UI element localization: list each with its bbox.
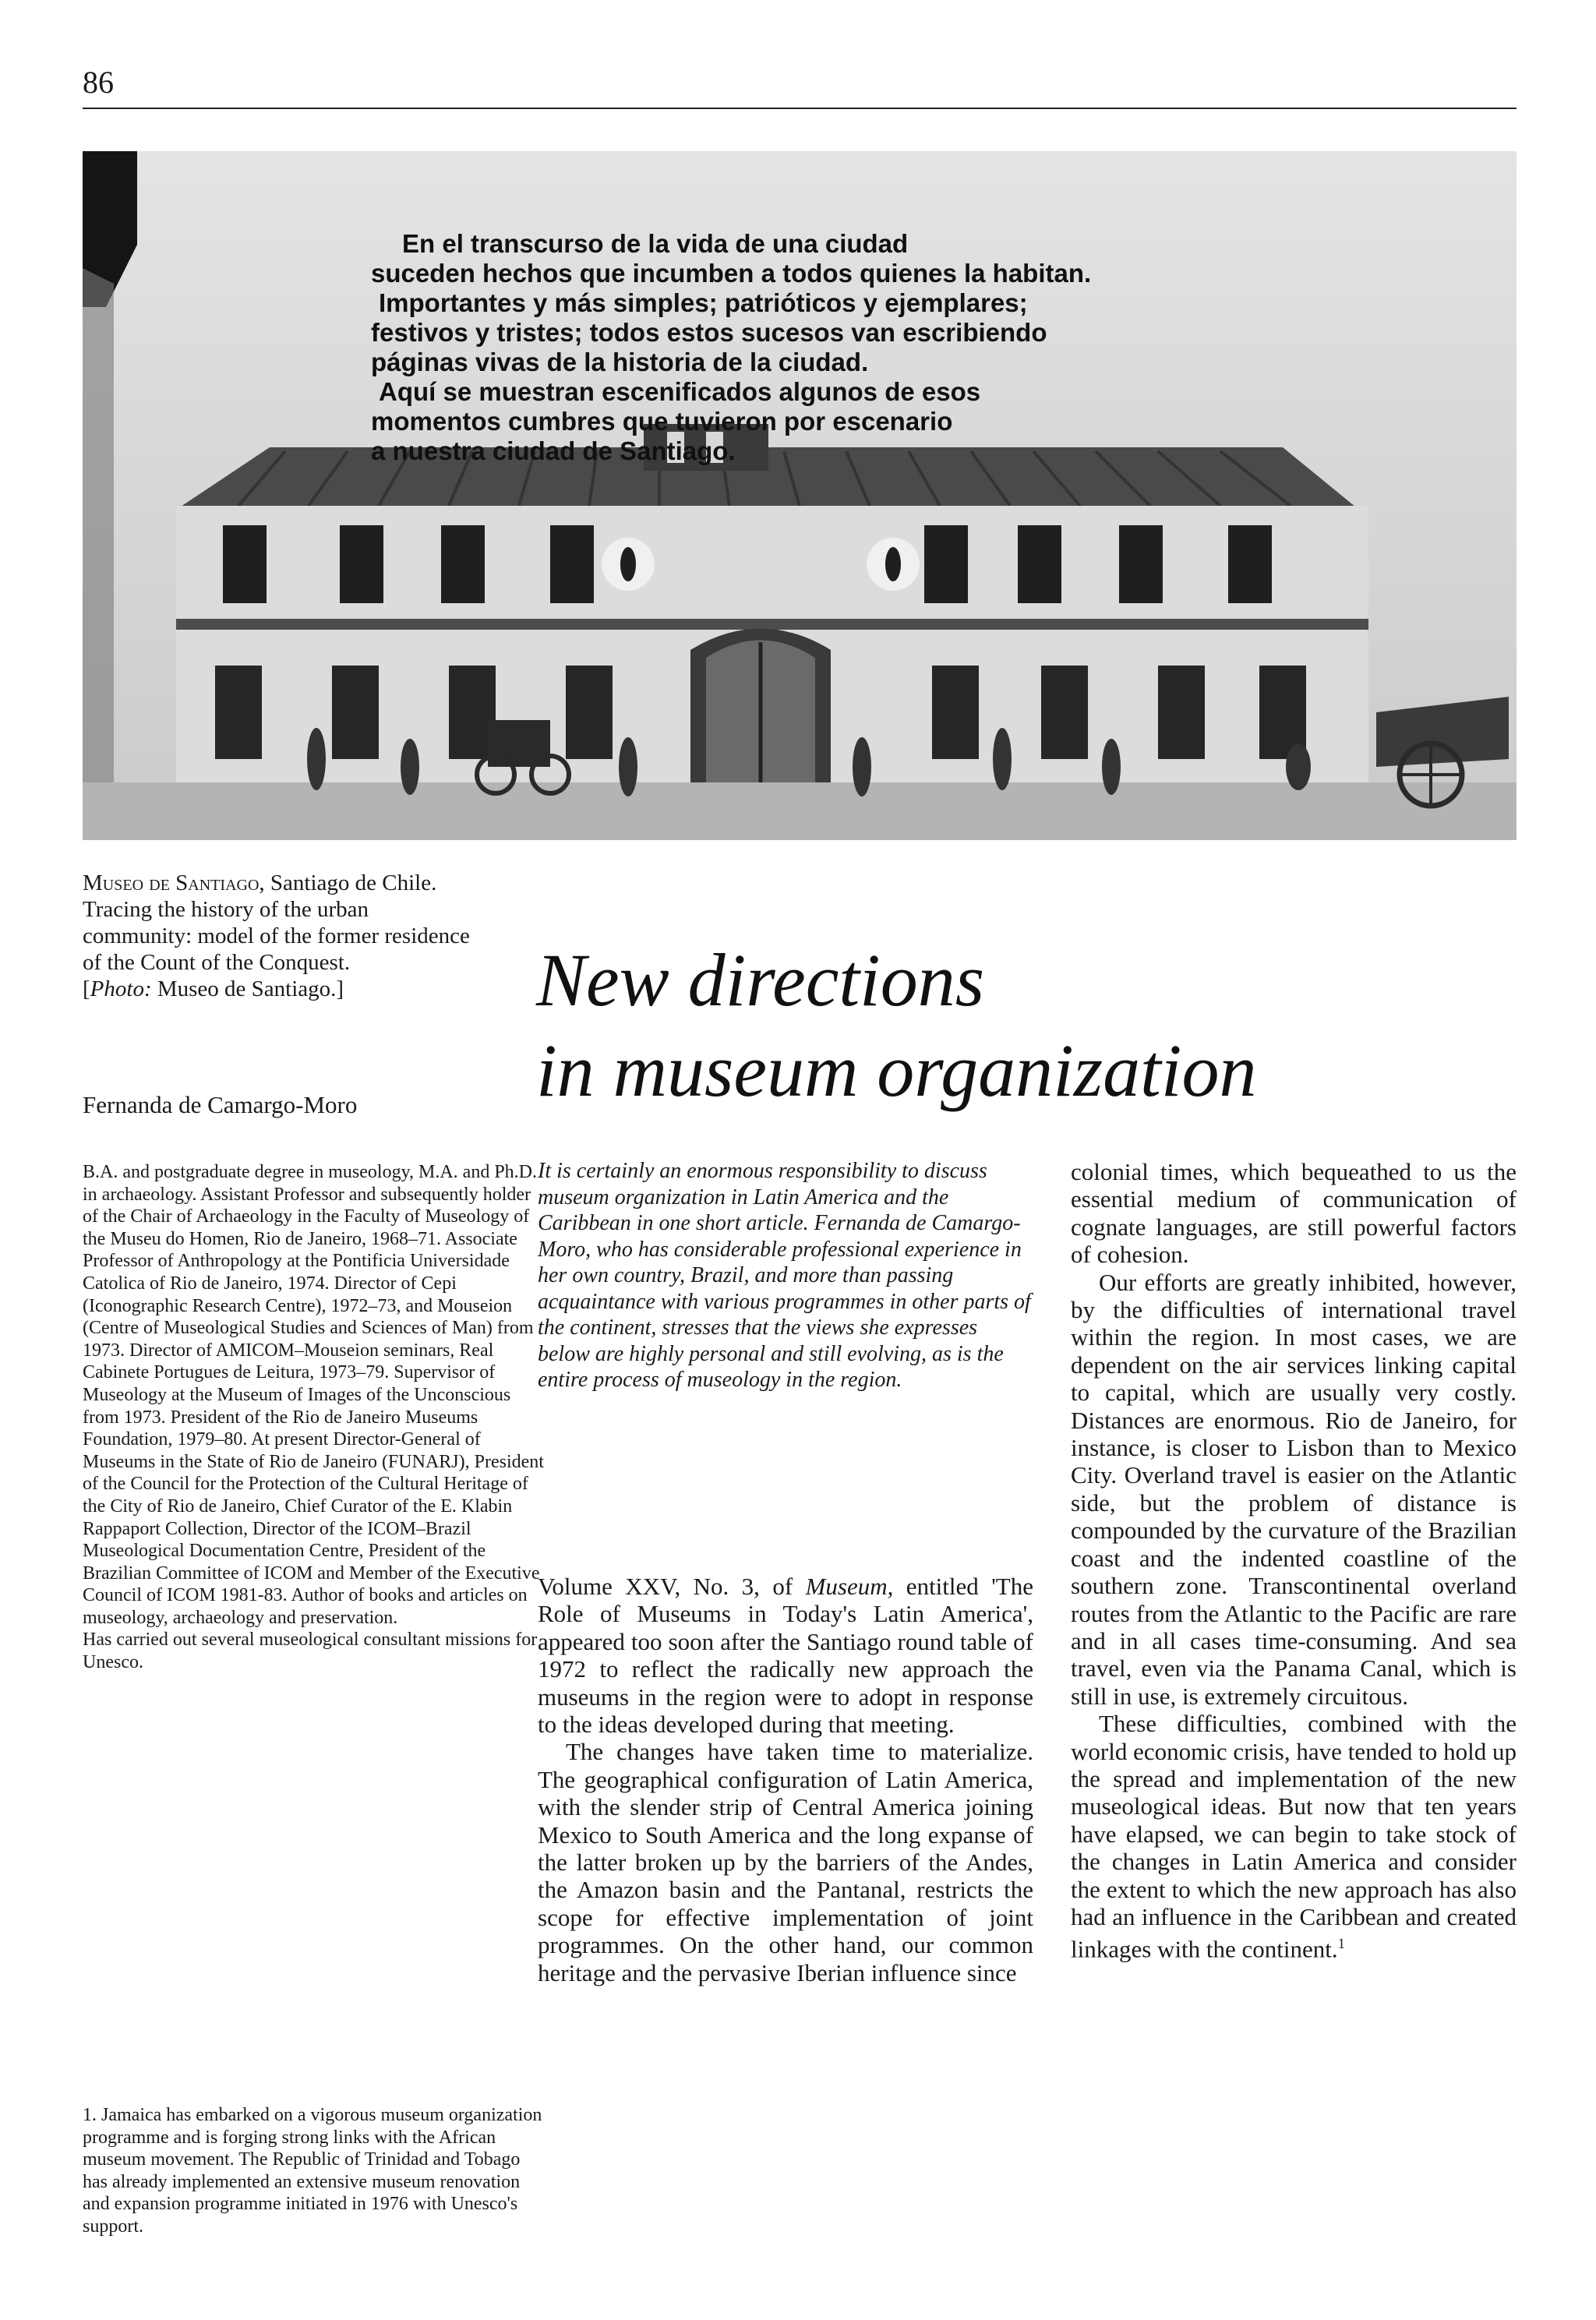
author-name: Fernanda de Camargo-Moro bbox=[83, 1091, 358, 1118]
caption-museum-name: Museo de Santiago, bbox=[83, 870, 265, 895]
photo-text-line: festivos y tristes; todos estos sucesos van escribiendo bbox=[371, 318, 1047, 347]
photo-text-line: momentos cumbres que tuvieron por escenario bbox=[371, 407, 953, 436]
caption-line: Tracing the history of the urban bbox=[83, 897, 369, 922]
photo-text-line: páginas vivas de la historia de la ciudad. bbox=[371, 348, 869, 376]
caption-line: community: model of the former residence bbox=[83, 923, 470, 948]
body-column-2 bbox=[538, 1573, 1033, 1986]
photo-text-line: suceden hechos que incumben a todos quienes la habitan. bbox=[371, 259, 1092, 288]
body-paragraph: Our efforts are greatly inhibited, however, by the difficulties of international travel within the region. In most cases, we are dependent on the air services linking capital to capital, which are usually very costly. Distances are enormous. Rio de Janeiro, for instance, is closer to Lisbon than to Mexico City. Overland travel is easier on the Atlantic side, but the problem of distance is compounded by the curvature of the Brazilian coast and the indented coastline of the southern zone. Transcontinental overland routes from the Atlantic to the Pacific are rare and in all cases time-consuming. And sea travel, even via the Panama Canal, which is still in use, is extremely circuitous. bbox=[1071, 1268, 1517, 1710]
footnote-marker: 1 bbox=[1337, 1936, 1345, 1953]
page-number: 86 bbox=[83, 65, 114, 100]
photo-text-line: Importantes y más simples; patrióticos y ejemplares; bbox=[379, 288, 1028, 317]
caption-photo-label: Photo: bbox=[90, 976, 152, 1001]
author-biography bbox=[83, 1161, 544, 1674]
body-p1-end: entitled 'The Role of Museums in Today's Latin America', appeared too soon after the Santiago round table of 1972 to reflect the radically new approach the museums in the region were to adopt in response to the ideas developed during that meeting. bbox=[538, 1573, 1033, 1739]
body-p1-journal: Museum, bbox=[805, 1573, 894, 1600]
caption-line: of the Count of the Conquest. bbox=[83, 950, 351, 975]
photo-spanish-text bbox=[371, 229, 1150, 466]
body-paragraph: colonial times, which bequeathed to us the essential medium of communication of cognate languages, are still powerful factors of cohesion. bbox=[1071, 1158, 1517, 1269]
title-line-1: New directions bbox=[536, 938, 985, 1022]
footnote-1: 1. Jamaica has embarked on a vigorous museum organization programme and is forging strong links with the African museum movement. The Republic of Trinidad and Tobago has already implemented an extensive museum renovation and expansion programme initiated in 1976 with Unesco's support. bbox=[83, 2105, 542, 2237]
photo-text-line: En el transcurso de la vida de una ciudad bbox=[402, 229, 909, 258]
title-line-2: in museum organization bbox=[536, 1029, 1257, 1112]
body-p1-start: Volume XXV, No. 3, of bbox=[538, 1573, 806, 1600]
article-title bbox=[536, 935, 1518, 1116]
photo-text-line: Aquí se muestran escenificados algunos de esos bbox=[379, 377, 981, 406]
header-rule bbox=[83, 108, 1517, 109]
caption-place: Santiago de Chile. bbox=[264, 870, 437, 895]
museum-model-photo bbox=[83, 151, 1517, 840]
body-paragraph: These difficulties, combined with the world economic crisis, have tended to hold up the spread and implementation of the new museological ideas. But now that ten years have elapsed, we can begin to take stock of the changes in Latin America and consider the extent to which the new approach has also had an influence in the Caribbean and created linkages with the continent. bbox=[1071, 1710, 1517, 1963]
body-paragraph: The changes have taken time to materialize. The geographical configuration of Latin America, with the slender strip of Central America joining Mexico to South America and the long expanse of the latter broken up by the barriers of the Andes, the Amazon basin and the Pantanal, restricts the scope for effective implementation of joint programmes. On the other hand, our common heritage and the pervasive Iberian influence since bbox=[538, 1738, 1033, 1986]
bio-extra: Has carried out several museological consultant missions for Unesco. bbox=[83, 1630, 538, 1673]
body-column-3 bbox=[1071, 1158, 1517, 1963]
article-abstract: It is certainly an enormous responsibility to discuss museum organization in Latin America and the Caribbean in one short article. Fernanda de Camargo-Moro, who has considerable professional experience in her own country, Brazil, and more than passing acquaintance with various programmes in other parts of the continent, stresses that the views she expresses below are highly personal and still evolving, as is the entire process of museology in the region. bbox=[538, 1159, 1031, 1392]
photo-text-line: a nuestra ciudad de Santiago. bbox=[371, 436, 736, 465]
bio-text: B.A. and postgraduate degree in museology, M.A. and Ph.D. in archaeology. Assistant Professor and subsequently holder of the Chair of Archaeology in the Faculty of Museology of the Museu do Homen, Rio de Janeiro, 1968–71. Associate Professor of Anthropology at the Pontificia Universidade Catolica of Rio de Janeiro, 1974. Director of Cepi (Iconographic Research Centre), 1972–73, and Mouseion (Centre of Museological Studies and Sciences of Man) from 1973. Director of AMICOM–Mouseion seminars, Real Cabinete Portugues de Leitura, 1973–79. Supervisor of Museology at the Museum of Images of the Unconscious from 1973. President of the Rio de Janeiro Museums Foundation, 1979–80. At present Director-General of Museums in the State of Rio de Janeiro (FUNARJ), President of the Council for the Protection of the Cultural Heritage of the City of Rio de Janeiro, Chief Curator of the E. Klabin Rappaport Collection, Director of the ICOM–Brazil Museological Documentation Centre, President of the Brazilian Committee of ICOM and Member of the Executive Council of ICOM 1981-83. Author of books and articles on museology, archaeology and preservation. bbox=[83, 1162, 544, 1628]
photo-caption: Museo de Santiago, Santiago de Chile. Tracing the history of the urban community: model of the former residence of the Count of the Conquest. [Photo: Museo de Santiago.] bbox=[83, 870, 542, 1002]
caption-photo-credit: Museo de Santiago. bbox=[151, 976, 337, 1001]
